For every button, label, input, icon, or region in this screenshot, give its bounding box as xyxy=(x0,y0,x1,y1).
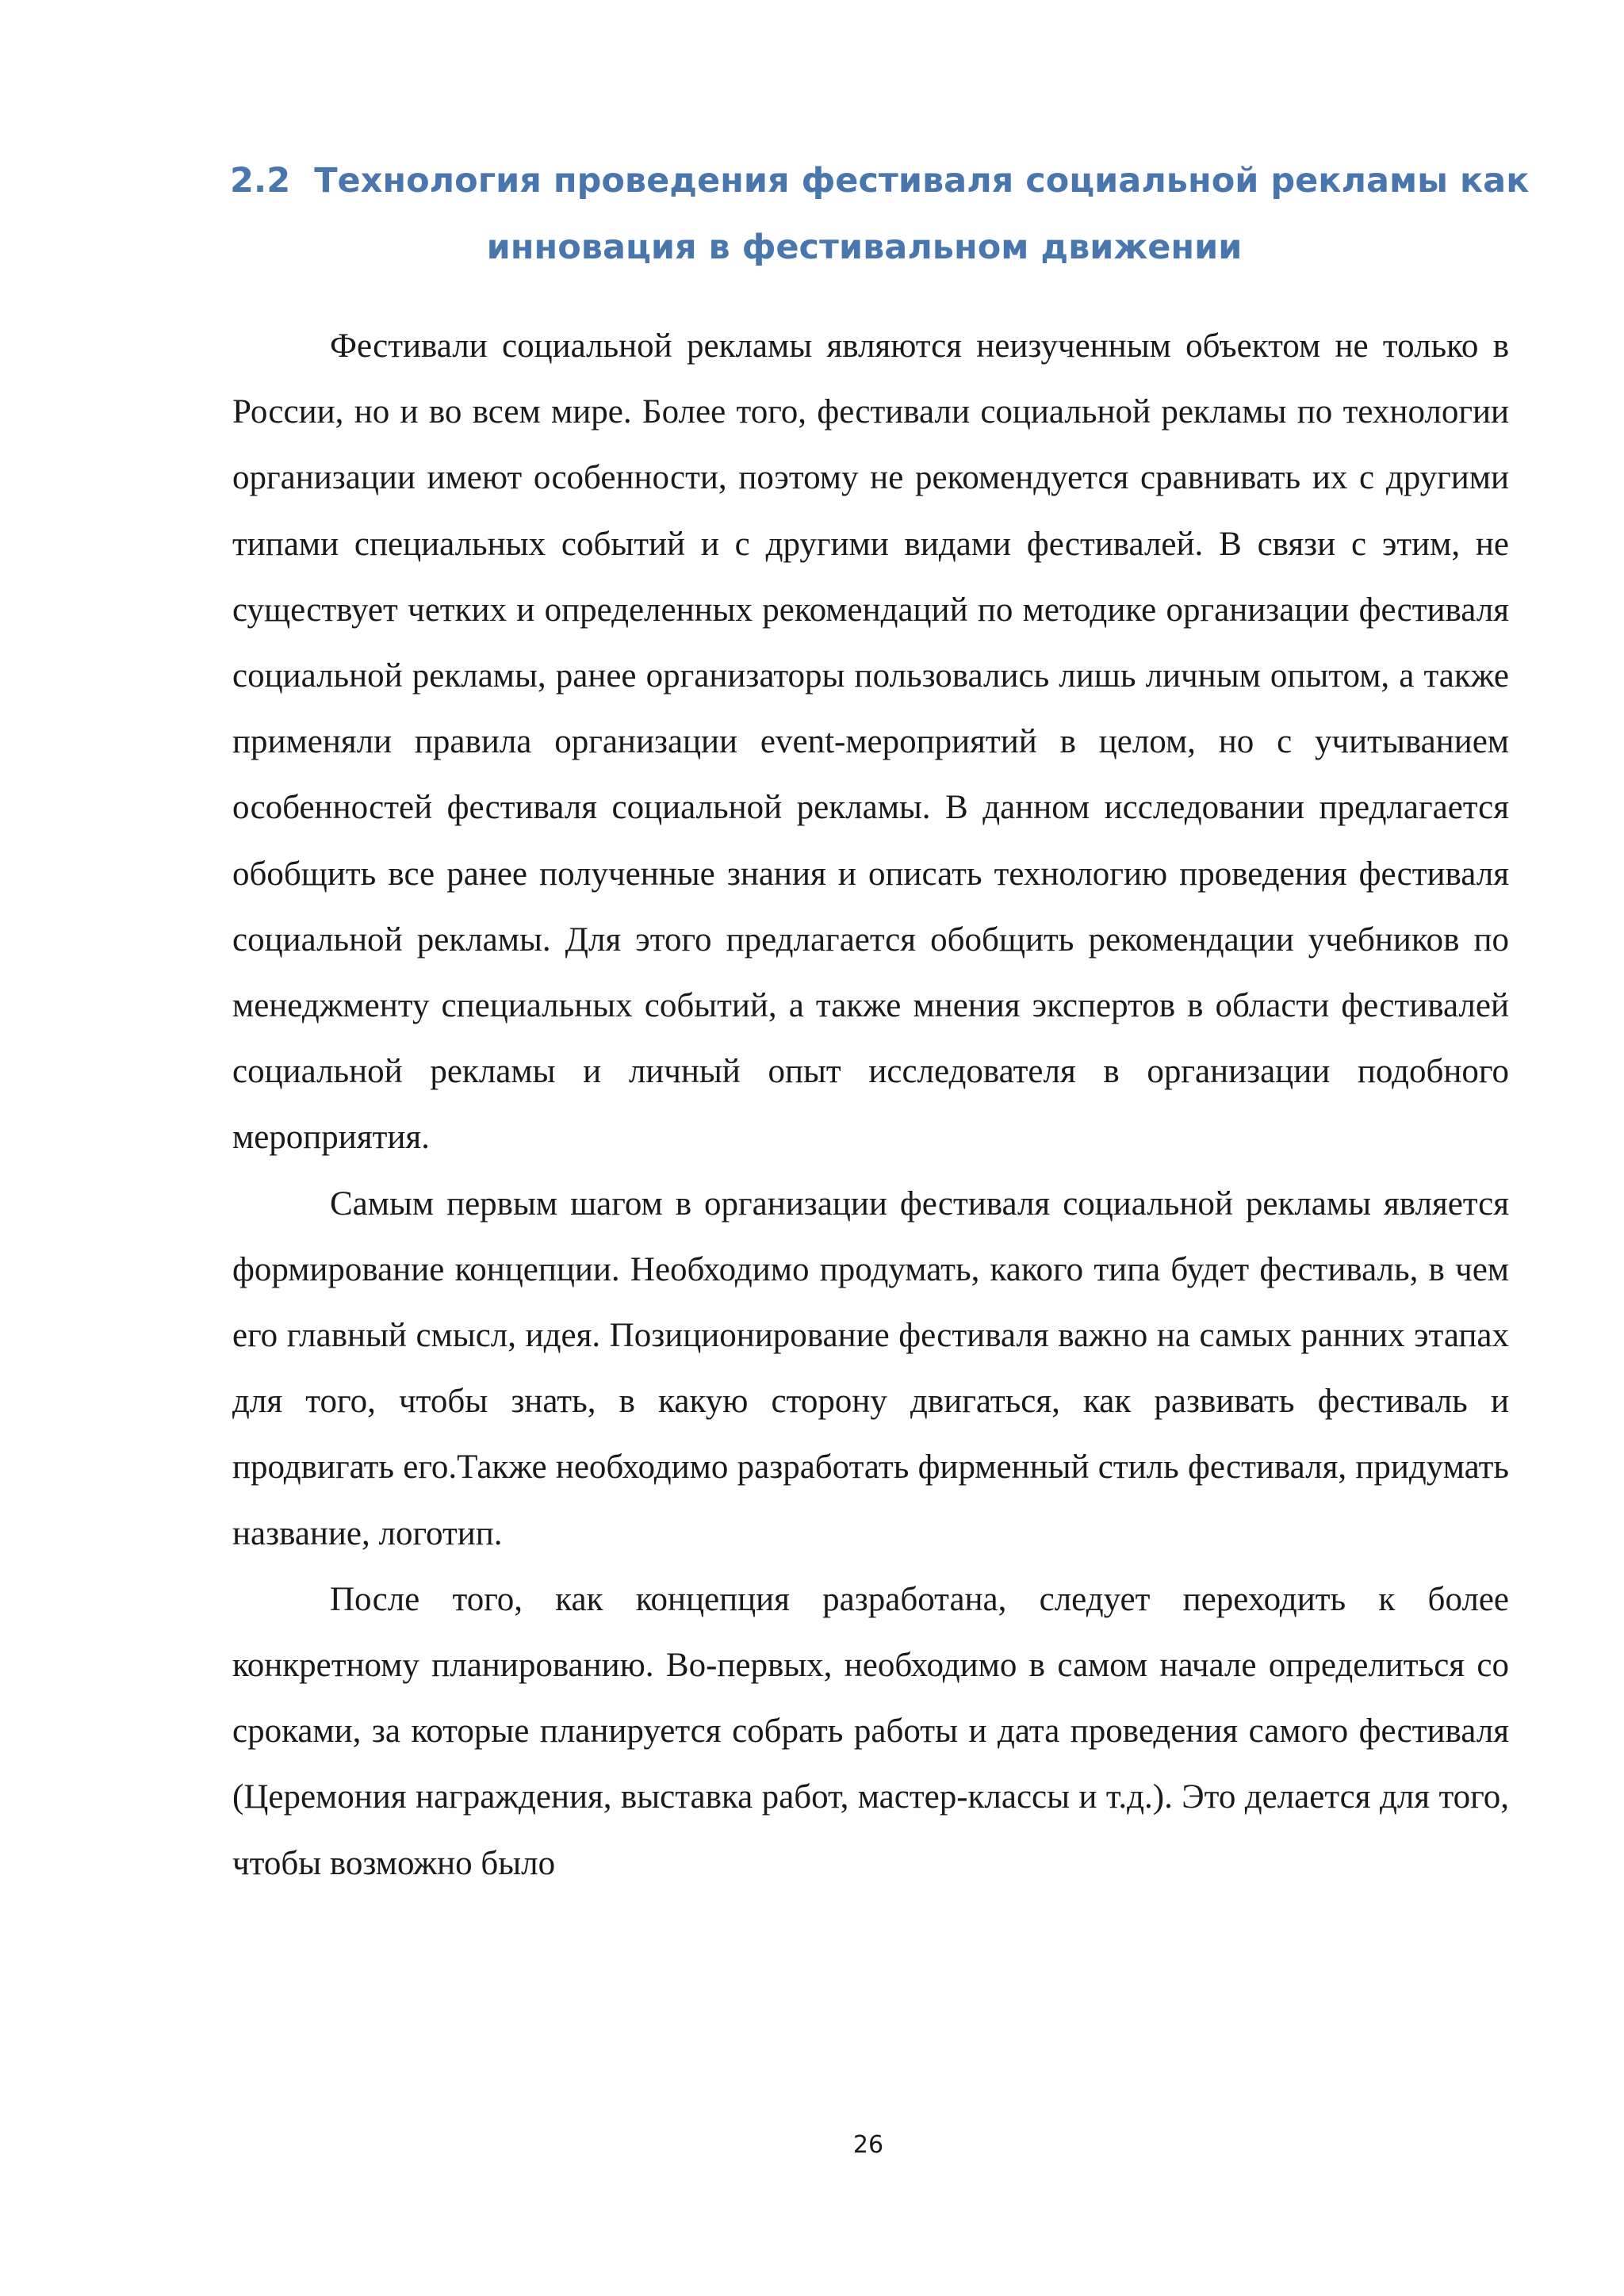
section-heading xyxy=(230,147,1530,281)
section-title-line-2: инновация в фестивальном движении xyxy=(486,228,1243,267)
page-number: 26 xyxy=(852,2131,884,2159)
paragraph: После того, как концепция разработана, следует переходить к более конкретному планированию. Во-первых, необходимо в самом начале определиться со сроками, за которые планируется собрать работы и дата проведения самого фестиваля (Церемония награждения, выставка работ, мастер-классы и т.д.). Это делается для того, чтобы возможно было xyxy=(232,1580,1509,1882)
paragraph: Самым первым шагом в организации фестиваля социальной рекламы является формирование концепции. Необходимо продумать, какого типа будет фестиваль, в чем его главный смысл, идея. Позиционирование фестиваля важно на самых ранних этапах для того, чтобы знать, в какую сторону двигаться, как развивать фестиваль и продвигать его.Также необходимо разработать фирменный стиль фестиваля, придумать название, логотип. xyxy=(232,1184,1509,1552)
section-number: 2.2 xyxy=(230,161,291,201)
body-text xyxy=(232,313,1509,1896)
section-heading-line-1 xyxy=(230,147,1530,214)
paragraph: Фестивали социальной рекламы являются неизученным объектом не только в России, но и во всем мире. Более того, фестивали социальной рекламы по технологии организации имеют особенности, поэтому не рекомендуется сравнивать их с другими типами специальных событий и с другими видами фестивалей. В связи с этим, не существует четких и определенных рекомендаций по методике организации фестиваля социальной рекламы, ранее организаторы пользовались лишь личным опытом, а также применяли правила организации event-мероприятий в целом, но с учитыванием особенностей фестиваля социальной рекламы. В данном исследовании предлагается обобщить все ранее полученные знания и описать технологию проведения фестиваля социальной рекламы. Для этого предлагается обобщить рекомендации учебников по менеджменту специальных событий, а также мнения экспертов в области фестивалей социальной рекламы и личный опыт исследователя в организации подобного мероприятия. xyxy=(232,327,1509,1157)
section-title-line-1: Технология проведения фестиваля социальной рекламы как xyxy=(314,161,1530,201)
